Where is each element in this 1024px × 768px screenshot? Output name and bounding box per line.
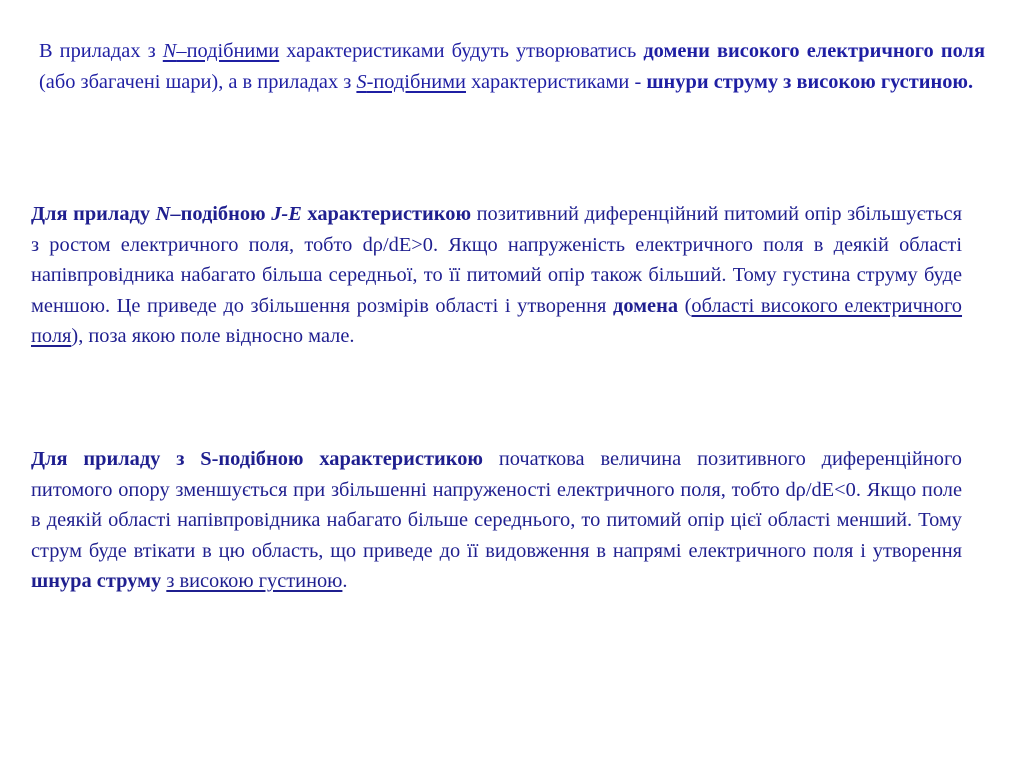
text-run: ), поза якою поле відносно мале. bbox=[71, 325, 355, 347]
heading-run: характеристикою bbox=[301, 203, 472, 225]
s-type-device-paragraph bbox=[31, 444, 962, 597]
n-like-underlined: –подібними bbox=[176, 40, 280, 62]
n-italic: N bbox=[155, 203, 171, 225]
text-run: В приладах з bbox=[39, 40, 163, 62]
heading-run: –подібною bbox=[170, 203, 272, 225]
n-term: N bbox=[162, 40, 177, 62]
current-filaments-bold: шнури струму з високою густиною. bbox=[646, 70, 974, 93]
heading-run: Для приладу bbox=[31, 203, 156, 225]
n-device-heading bbox=[31, 203, 471, 225]
text-run: . bbox=[342, 570, 348, 592]
body-text: позитивний диференційний питомий опір збільшується з ростом електричного поля, тобто dρ/dE>0. Якщо напруженість електричного поля в деякій області напівпровідника набагато більша середньої, то її питомий опір також більший. Тому густина струму буде меншою. Це приведе до збільшення розмірів області і утворення bbox=[31, 203, 962, 317]
text-run: (або збагачені шари), а в приладах з bbox=[39, 70, 357, 93]
high-density-underlined: з високою густиною bbox=[166, 570, 343, 592]
intro-paragraph bbox=[39, 36, 985, 97]
high-field-region-underlined: області високого електричного поля bbox=[31, 294, 963, 347]
s-device-heading: Для приладу з S-подібною характеристикою bbox=[31, 448, 483, 470]
s-like-underlined: -подібними bbox=[366, 70, 466, 93]
text-run: ( bbox=[678, 294, 692, 317]
domain-bold: домена bbox=[613, 294, 679, 317]
high-field-domains-bold: домени високого електричного поля bbox=[643, 40, 985, 62]
current-filament-bold: шнура струму bbox=[31, 570, 162, 592]
n-type-device-paragraph bbox=[31, 199, 962, 352]
text-run: характеристиками - bbox=[465, 70, 647, 93]
je-italic: J-E bbox=[271, 203, 302, 225]
body-text: початкова величина позитивного диференційного питомого опору зменшується при збільшенні напруженості електричного поля, тобто dρ/dE<0. Якщо поле в деякій області напівпровідника набагато більше середнього, то питомий опір цієї області менший. Тому струм буде втікати в цю область, що приведе до її видовження в напрямі електричного поля і утворення bbox=[31, 448, 962, 562]
s-term: S bbox=[356, 70, 367, 93]
text-run: характеристиками будуть утворюватись bbox=[279, 40, 644, 62]
